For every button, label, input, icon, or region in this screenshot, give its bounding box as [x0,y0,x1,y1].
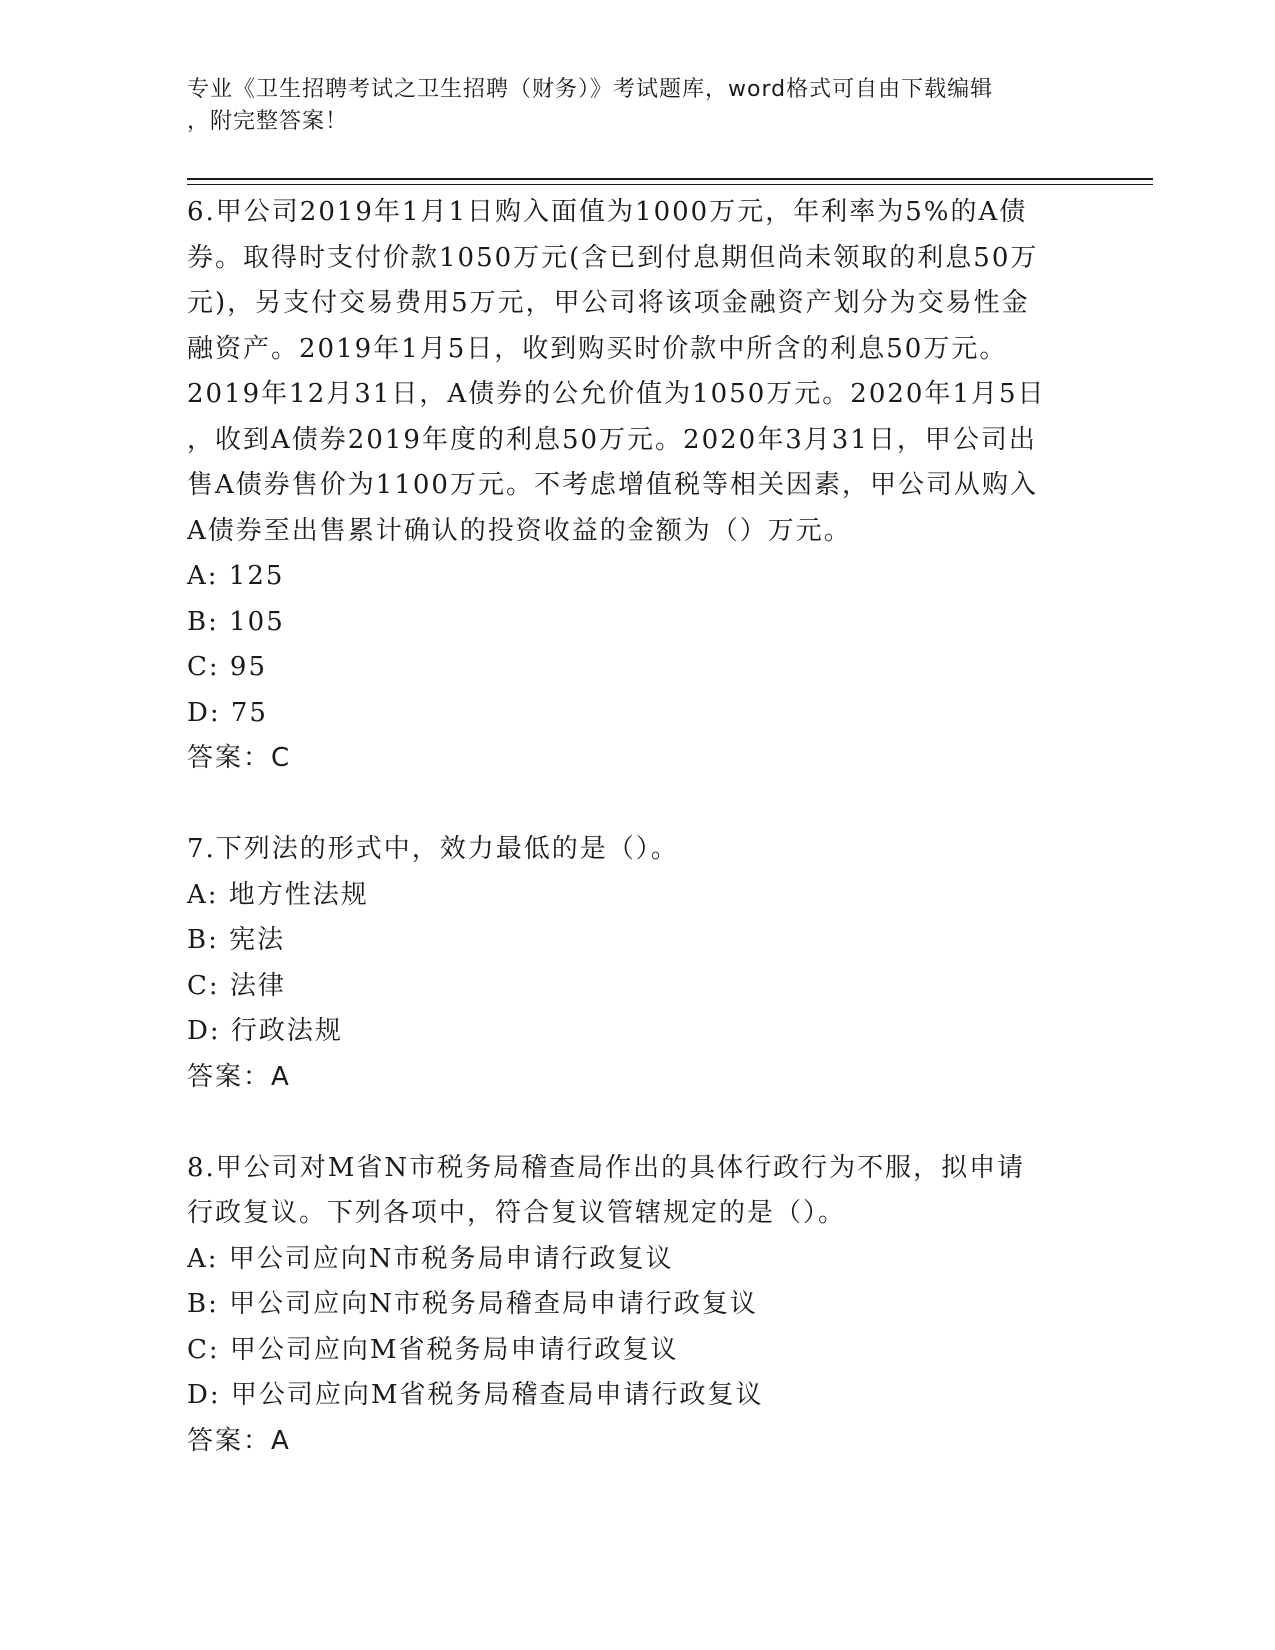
question-list [187,190,1087,1464]
question-text-line: ，收到A债券2019年度的利息50万元。2020年3月31日，甲公司出 [187,424,1037,455]
question-text-line: 元)，另支付交易费用5万元，甲公司将该项金融资产划分为交易性金 [187,288,1030,318]
question-text-line: A债券至出售累计确认的投资收益的金额为（）万元。 [187,515,852,546]
question-text-line: 券。取得时支付价款1050万元(含已到付息期但尚未领取的利息50万 [187,242,1039,273]
header-line-2: ，附完整答案！ [187,109,349,134]
option-c: C: 法律 [187,970,286,1001]
option-c: C: 95 [187,652,268,682]
option-b: B: 105 [187,606,285,637]
option-c: C: 甲公司应向M省税务局申请行政复议 [187,1334,679,1365]
answer-label: 答案：A [187,1061,291,1092]
option-a: A: 地方性法规 [187,879,369,910]
answer-label: 答案：A [187,1425,291,1456]
option-d: D: 75 [187,697,268,728]
option-d: D: 行政法规 [187,1016,343,1046]
document-header [187,74,1067,138]
option-b: B: 甲公司应向N市税务局稽查局申请行政复议 [187,1289,758,1319]
question-8 [187,1146,1087,1465]
option-a: A: 125 [187,561,285,591]
question-text-line: 行政复议。下列各项中，符合复议管辖规定的是（）。 [187,1198,847,1228]
question-text-line: 8.甲公司对M省N市税务局稽查局作出的具体行政行为不服，拟申请 [187,1152,1026,1183]
option-a: A: 甲公司应向N市税务局申请行政复议 [187,1243,674,1274]
option-b: B: 宪法 [187,925,286,955]
question-text-line: 融资产。2019年1月5日，收到购买时价款中所含的利息50万元。 [187,333,1008,364]
question-spacer [187,782,1087,828]
header-divider-thin [187,184,1153,185]
question-7 [187,827,1087,1100]
answer-label: 答案：C [187,743,292,773]
header-line-1: 专业《卫生招聘考试之卫生招聘（财务）》考试题库，word格式可自由下载编辑 [187,77,994,102]
header-divider-thick [187,178,1153,180]
question-6 [187,190,1087,782]
question-text-line: 6.甲公司2019年1月1日购入面值为1000万元，年利率为5%的A债 [187,197,1028,227]
question-spacer [187,1100,1087,1146]
question-text-line: 2019年12月31日，A债券的公允价值为1050万元。2020年1月5日 [187,379,1046,409]
question-text-line: 售A债券售价为1100万元。不考虑增值税等相关因素，甲公司从购入 [187,470,1038,500]
question-text-line: 7.下列法的形式中，效力最低的是（）。 [187,834,679,864]
option-d: D: 甲公司应向M省税务局稽查局申请行政复议 [187,1380,764,1410]
